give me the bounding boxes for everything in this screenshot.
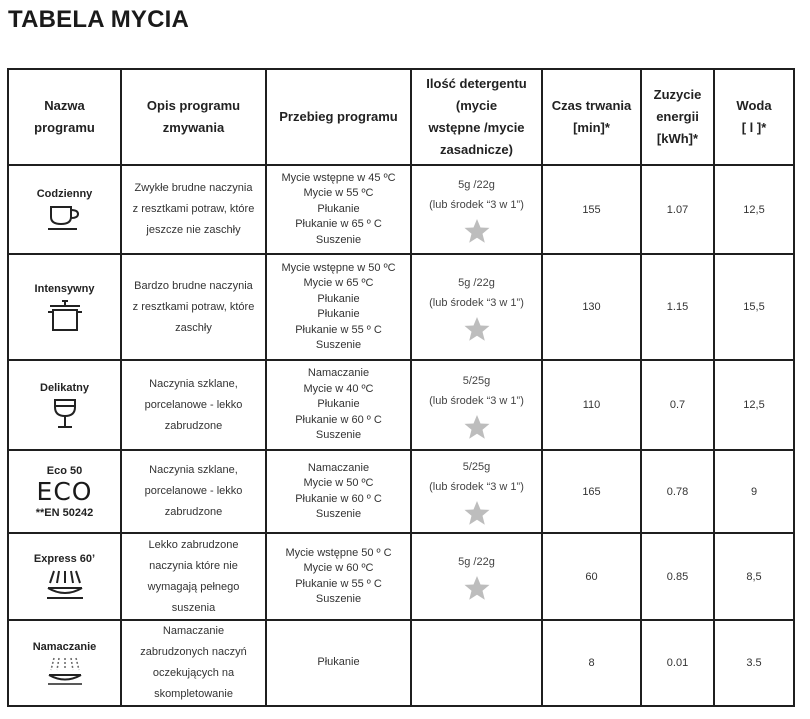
program-steps-cell: Namaczanie Mycie w 50 ºC Płukanie w 60 º C Suszenie: [266, 450, 411, 533]
detergent-cell: [411, 620, 542, 706]
program-description-cell: Lekko zabrudzone naczynia które nie wymagają pełnego suszenia: [121, 533, 266, 620]
table-row: [8, 533, 794, 620]
page-title: TABELA MYCIA: [8, 6, 190, 33]
program-name-cell: Intensywny: [8, 254, 121, 360]
header-program-steps: Przebieg programu: [266, 69, 411, 165]
star-icon: [463, 414, 491, 440]
table-row: [8, 165, 794, 254]
duration-cell: 130: [542, 254, 641, 360]
water-cell: 3.5: [714, 620, 794, 706]
table-row: [8, 450, 794, 533]
program-name-cell: Eco 50 ECO **EN 50242: [8, 450, 121, 533]
program-name-cell: Codzienny: [8, 165, 121, 254]
star-icon: [463, 316, 491, 342]
energy-cell: 0.7: [641, 360, 714, 450]
header-row: [8, 69, 794, 165]
header-water: Woda [ l ]*: [714, 69, 794, 165]
energy-cell: 0.01: [641, 620, 714, 706]
energy-cell: 1.07: [641, 165, 714, 254]
detergent-cell: 5/25g (lub środek “3 w 1”): [411, 360, 542, 450]
program-name-cell: Namaczanie: [8, 620, 121, 706]
washing-table: [7, 68, 795, 707]
detergent-cell: 5g /22g: [411, 533, 542, 620]
water-cell: 15,5: [714, 254, 794, 360]
program-name-cell: Delikatny: [8, 360, 121, 450]
duration-cell: 8: [542, 620, 641, 706]
program-steps-cell: Namaczanie Mycie w 40 ºC Płukanie Płukanie w 60 º C Suszenie: [266, 360, 411, 450]
program-description-cell: Naczynia szklane, porcelanowe - lekko zabrudzone: [121, 360, 266, 450]
header-energy: Zuzycie energii [kWh]*: [641, 69, 714, 165]
table-row: [8, 360, 794, 450]
header-detergent: Ilość detergentu (mycie wstępne /mycie zasadnicze): [411, 69, 542, 165]
water-cell: 12,5: [714, 360, 794, 450]
program-steps-cell: Mycie wstępne w 45 ºC Mycie w 55 ºC Płukanie Płukanie w 65 º C Suszenie: [266, 165, 411, 254]
cup-icon: [47, 204, 83, 232]
program-description-cell: Bardzo brudne naczynia z resztkami potraw, które zaschły: [121, 254, 266, 360]
program-steps-cell: Mycie wstępne w 50 ºC Mycie w 65 ºC Płukanie Płukanie Płukanie w 55 º C Suszenie: [266, 254, 411, 360]
energy-cell: 1.15: [641, 254, 714, 360]
water-cell: 8,5: [714, 533, 794, 620]
table-row: [8, 254, 794, 360]
detergent-cell: 5g /22g (lub środek “3 w 1”): [411, 254, 542, 360]
energy-cell: 0.85: [641, 533, 714, 620]
detergent-cell: 5/25g (lub środek “3 w 1”): [411, 450, 542, 533]
water-cell: 9: [714, 450, 794, 533]
program-description-cell: Naczynia szklane, porcelanowe - lekko zabrudzone: [121, 450, 266, 533]
water-cell: 12,5: [714, 165, 794, 254]
express-plate-icon: [45, 569, 85, 601]
duration-cell: 165: [542, 450, 641, 533]
duration-cell: 110: [542, 360, 641, 450]
table-row: [8, 620, 794, 706]
program-description-cell: Namaczanie zabrudzonych naczyń oczekujących na skompletowanie: [121, 620, 266, 706]
star-icon: [463, 575, 491, 601]
header-duration: Czas trwania [min]*: [542, 69, 641, 165]
wine-glass-icon: [50, 398, 80, 430]
detergent-cell: 5g /22g (lub środek “3 w 1”): [411, 165, 542, 254]
program-description-cell: Zwykłe brudne naczynia z resztkami potraw, które jeszcze nie zaschły: [121, 165, 266, 254]
pot-icon: [47, 299, 83, 333]
header-program-description: Opis programu zmywania: [121, 69, 266, 165]
energy-cell: 0.78: [641, 450, 714, 533]
duration-cell: 155: [542, 165, 641, 254]
header-program-name: Nazwa programu: [8, 69, 121, 165]
soak-plate-icon: [45, 657, 85, 687]
program-steps-cell: Mycie wstępne 50 º C Mycie w 60 ºC Płukanie w 55 º C Suszenie: [266, 533, 411, 620]
program-name-cell: Express 60’: [8, 533, 121, 620]
star-icon: [463, 500, 491, 526]
standard-note: **EN 50242: [35, 506, 94, 519]
program-steps-cell: Płukanie: [266, 620, 411, 706]
eco-icon: ECO: [36, 476, 93, 506]
duration-cell: 60: [542, 533, 641, 620]
star-icon: [463, 218, 491, 244]
